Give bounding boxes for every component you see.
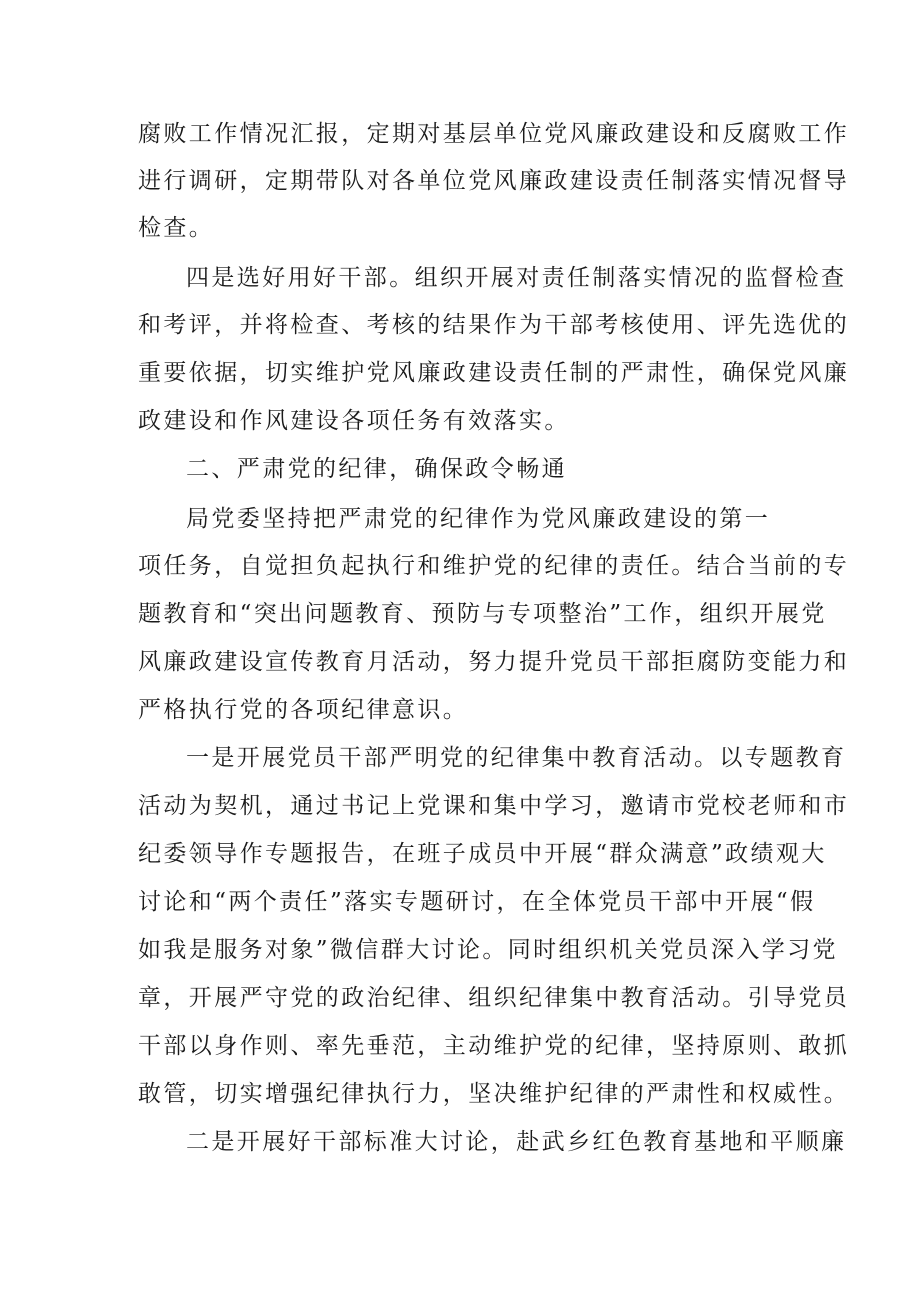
text-line: 章，开展严守党的政治纪律、组织纪律集中教育活动。引导党员 [138, 985, 850, 1011]
text-line: 干部以身作则、率先垂范，主动维护党的纪律，坚持原则、敢抓 [138, 1033, 850, 1059]
text-line: 纪委领导作专题报告，在班子成员中开展“群众满意”政绩观大 [138, 841, 827, 867]
text-line: 敢管，切实增强纪律执行力，坚决维护纪律的严肃性和权威性。 [138, 1081, 850, 1107]
text-line: 政建设和作风建设各项任务有效落实。 [138, 408, 570, 434]
text-line: 活动为契机，通过书记上党课和集中学习，邀请市党校老师和市 [138, 793, 850, 819]
text-line: 严格执行党的各项纪律意识。 [138, 697, 469, 723]
paragraph-first-line: 二是开展好干部标准大讨论，赴武乡红色教育基地和平顺廉 [186, 1129, 847, 1155]
text-line: 项任务，自觉担负起执行和维护党的纪律的责任。结合当前的专 [138, 553, 850, 579]
paragraph-first-line: 四是选好用好干部。组织开展对责任制落实情况的监督检查 [186, 265, 847, 291]
paragraph-first-line: 一是开展党员干部严明党的纪律集中教育活动。以专题教育 [186, 745, 847, 771]
paragraph-first-line: 局党委坚持把严肃党的纪律作为党风廉政建设的第一 [186, 506, 771, 532]
text-line: 题教育和“突出问题教育、预防与专项整治”工作，组织开展党 [138, 601, 827, 627]
text-line: 和考评，并将检查、考核的结果作为干部考核使用、评先选优的 [138, 312, 850, 338]
text-line: 腐败工作情况汇报，定期对基层单位党风廉政建设和反腐败工作 [138, 121, 850, 147]
text-line: 进行调研，定期带队对各单位党风廉政建设责任制落实情况督导 [138, 168, 850, 194]
text-line: 重要依据，切实维护党风廉政建设责任制的严肃性，确保党风廉 [138, 360, 850, 386]
text-line: 讨论和“两个责任”落实专题研讨，在全体党员干部中开展“假 [138, 889, 816, 915]
section-heading: 二、严肃党的纪律，确保政令畅通 [186, 456, 567, 482]
text-line: 风廉政建设宣传教育月活动，努力提升党员干部拒腐防变能力和 [138, 649, 850, 675]
text-line: 检查。 [138, 215, 215, 241]
text-line: 如我是服务对象”微信群大讨论。同时组织机关党员深入学习党 [138, 937, 838, 963]
